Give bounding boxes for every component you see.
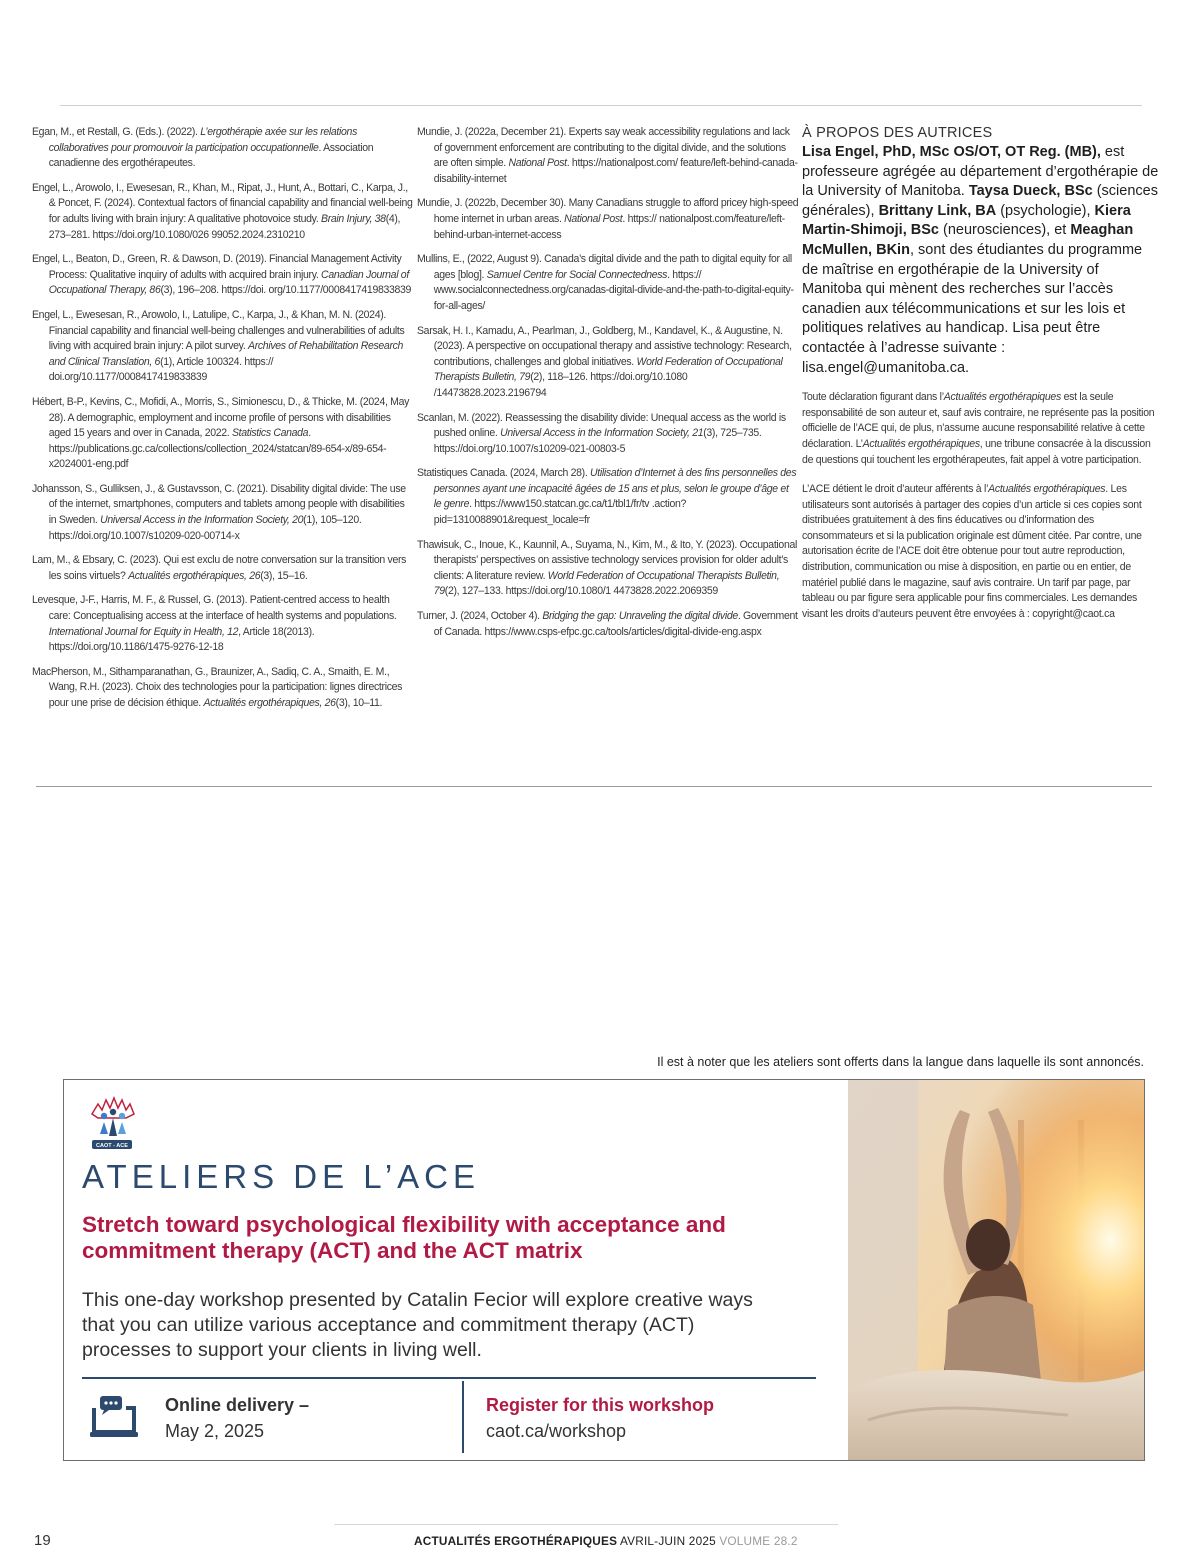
footer-issue: AVRIL-JUIN 2025 <box>617 1534 720 1548</box>
ad-workshop-title[interactable]: Stretch toward psychological flexibility with acceptance and commitment therapy (ACT) and the ACT matrix <box>82 1212 726 1263</box>
ad-date: May 2, 2025 <box>165 1421 265 1441</box>
reference-entry: Mundie, J. (2022a, December 21). Experts say weak accessibility regulations and lack of government enforcement are contributing to the digital divide, and the solutions are often simple. National Post. https://nationalpost.com/ feature/left-behind-canada-disability-internet <box>417 126 798 185</box>
reference-entry: Hébert, B-P., Kevins, C., Mofidi, A., Morris, S., Simionescu, D., & Thicke, M. (2024, May 28). A demographic, employment and income profile of persons with disabilities aged 15 years and over in Canada, 2022. Statistics Canada. https://publications.gc.ca/collections/collection_2024/statcan/89-654-x/89-654-x2024001-eng.pdf <box>32 395 410 471</box>
about-authors-column <box>802 125 1162 636</box>
top-divider <box>60 105 1142 106</box>
disclaimer-statement: Toute déclaration figurant dans l’Actualités ergothérapiques est la seule responsabilité de son auteur et, sauf avis contraire, ne représente pas la position officielle de l’ACE qui, de plus, n’assume aucune responsabilité relative à cette déclaration. L’Actualités ergothérapiques, une tribune consacrée à la discussion de questions qui touchent les ergothérapeutes, fait appel à votre participation. <box>802 391 1155 466</box>
online-chat-icon <box>90 1394 138 1440</box>
reference-entry: Mullins, E., (2022, August 9). Canada’s digital divide and the path to digital equity for all ages [blog]. Samuel Centre for Social Connectedness. https:// www.socialconnectedness.org/canadas-digital-divide-and-the-path-to-digital-equity-for-all-ages/ <box>417 253 794 312</box>
workshop-language-note: Il est à noter que les ateliers sont offerts dans la langue dans laquelle ils sont annoncés. <box>657 1055 1144 1069</box>
reference-entry: Engel, L., Beaton, D., Green, R. & Dawson, D. (2019). Financial Management Activity Process: Qualitative inquiry of adults with acquired brain injury. Canadian Journal of Occupational Therapy, 86(3), 196–208. https://doi. org/10.1177/0008417419833839 <box>32 253 412 297</box>
reference-entry: Engel, L., Arowolo, I., Ewesesan, R., Khan, M., Ripat, J., Hunt, A., Bottari, C., Karpa, J., & Poncet, F. (2024). Contextual factors of financial capability and financial well-being for adults living with brain injury: A qualitative photovoice study. Brain Injury, 38(4), 273–281. https://doi.org/10.1080/026 99052.2024.2310210 <box>32 181 413 241</box>
about-text: Lisa Engel, PhD, MSc OS/OT, OT Reg. (MB), est professeure agrégée au département d’ergothérapie de la University of Manitoba. Taysa Dueck, BSc (sciences générales), Brittany Link, BA (psychologie), Kiera Martin-Shimoji, BSc (neurosciences), et Meaghan McMullen, BKin, sont des étudiantes du programme de maîtrise en ergothérapie de la University of Manitoba qui mènent des recherches sur l’accès canadien aux télécommunications et sur les lois et politiques relatives au handicap. Lisa peut être contactée à l’adresse suivante : lisa.engel@umanitoba.ca. <box>802 144 1159 376</box>
reference-entry: Johansson, S., Gulliksen, J., & Gustavsson, C. (2021). Disability digital divide: The use of the internet, smartphones, computers and tablets among people with disabilities in Sweden. Universal Access in the Information Society, 20(1), 105–120. https://doi.org/10.1007/s10209-020-00714-x <box>32 482 406 542</box>
reference-entry: Levesque, J-F., Harris, M. F., & Russel, G. (2013). Patient-centred access to health care: Conceptualising access at the interface of health systems and populations. International Journal for Equity in Health, 12, Article 18(2013). https://doi.org/10.1186/1475-9276-12-18 <box>32 594 397 654</box>
page-number: 19 <box>34 1532 51 1549</box>
workshop-advertisement[interactable] <box>63 1079 1145 1461</box>
ad-title: ATELIERS DE L’ACE <box>82 1158 481 1195</box>
logo-text: CAOT - ACE <box>96 1143 128 1149</box>
references-column-2 <box>417 125 799 649</box>
woman-stretching-photo <box>848 1080 1145 1461</box>
reference-entry: Turner, J. (2024, October 4). Bridging the gap: Unraveling the digital divide. Government of Canada. https://www.csps-efpc.gc.ca/tools/articles/digital-divide-eng.aspx <box>417 610 798 638</box>
footer-volume: VOLUME 28.2 <box>719 1534 798 1548</box>
ad-delivery-label: Online delivery – <box>165 1395 310 1415</box>
reference-entry: Sarsak, H. I., Kamadu, A., Pearlman, J., Goldberg, M., Kandavel, K., & Augustine, N. (2023). A perspective on occupational therapy and assistive technology: Research, contributions, challenges and global initiatives. World Federation of Occupational Therapists Bulletin, 79(2), 118–126. https://doi.org/10.1080 /14473828.2023.2196794 <box>417 324 792 399</box>
reference-entry: Lam, M., & Ebsary, C. (2023). Qui est exclu de notre conversation sur la transition vers les soins virtuels? Actualités ergothérapiques, 26(3), 15–16. <box>32 554 407 582</box>
workshop-url-link[interactable]: caot.ca/workshop <box>486 1421 627 1441</box>
section-divider <box>36 786 1152 787</box>
footer-journal-info <box>414 1534 798 1548</box>
ad-divider <box>82 1377 816 1379</box>
reference-entry: Thawisuk, C., Inoue, K., Kaunnil, A., Suyama, N., Kim, M., & Ito, Y. (2023). Occupational therapists’ perspectives on assistive technology services provision for older adult’s clients: A literature review. World Federation of Occupational Therapists Bulletin, 79(2), 127–133. https://doi.org/10.1080/1 4473828.2022.2069359 <box>417 538 797 598</box>
reference-entry: Mundie, J. (2022b, December 30). Many Canadians struggle to afford pricey high-speed home internet in urban areas. National Post. https:// nationalpost.com/feature/left-behind-urban-internet-access <box>417 197 799 241</box>
reference-entry: MacPherson, M., Sithamparanathan, G., Braunizer, A., Sadiq, C. A., Smaith, E. M., Wang, R.H. (2023). Choix des technologies pour la participation: lignes directrices pour une prise de décision éthique. Actualités ergothérapiques, 26(3), 10–11. <box>32 665 403 709</box>
reference-entry: Egan, M., et Restall, G. (Eds.). (2022). L’ergothérapie axée sur les relations collaboratives pour promouvoir la participation occupationnelle. Association canadienne des ergothérapeutes. <box>32 126 374 170</box>
ad-vertical-divider <box>462 1381 464 1453</box>
references-column-1 <box>32 125 413 721</box>
disclaimer-copyright: L’ACE détient le droit d’auteur afférents à l’Actualités ergothérapiques. Les utilisateurs sont autorisés à partager des copies d’un article si ces copies sont distribuées gratuitement à des fins éducatives ou d’information des consommateurs et si la publication originale est dûment citée. Par contre, une autorisation écrite de l’ACE doit être obtenue pour tout autre reproduction, distribution, communication ou mise à disposition, en partie ou en entier, de matériel publié dans le magazine, sauf avis contraire. Un tarif par page, par tableau ou par figure sera applicable pour fins commerciales. Les demandes visant les droits d’auteurs peuvent être envoyées à : copyright@caot.ca <box>802 483 1142 620</box>
footer-journal: ACTUALITÉS ERGOTHÉRAPIQUES <box>414 1534 618 1548</box>
footer-divider <box>334 1524 838 1525</box>
about-heading: À PROPOS DES AUTRICES <box>802 125 993 141</box>
reference-entry: Engel, L., Ewesesan, R., Arowolo, I., Latulipe, C., Karpa, J., & Khan, M. N. (2024). Financial capability and financial well-being challenges and vulnerabilities of adults living with acquired brain injury: A pilot survey. Archives of Rehabilitation Research and Clinical Translation, 6(1), Article 100324. https:// doi.org/10.1177/0008417419833839 <box>32 308 405 384</box>
caot-logo-icon <box>86 1094 138 1154</box>
register-workshop-link[interactable]: Register for this workshop <box>486 1395 715 1415</box>
reference-entry: Scanlan, M. (2022). Reassessing the disability divide: Unequal access as the world is pushed online. Universal Access in the Information Society, 21(3), 725–735. https://doi.org/10.1007/s10209-021-00803-5 <box>417 411 786 455</box>
reference-entry: Statistiques Canada. (2024, March 28). Utilisation d’Internet à des fins personnelles des personnes ayant une incapacité âgées de 15 ans et plus, selon le groupe d’âge et le genre. https://www150.statcan.gc.ca/t1/tbl1/fr/tv .action?pid=1310088901&request_locale=fr <box>417 467 797 527</box>
ad-description: This one-day workshop presented by Catalin Fecior will explore creative ways that you can utilize various acceptance and commitment therapy (ACT) processes to support your clients in living well. <box>82 1289 753 1361</box>
